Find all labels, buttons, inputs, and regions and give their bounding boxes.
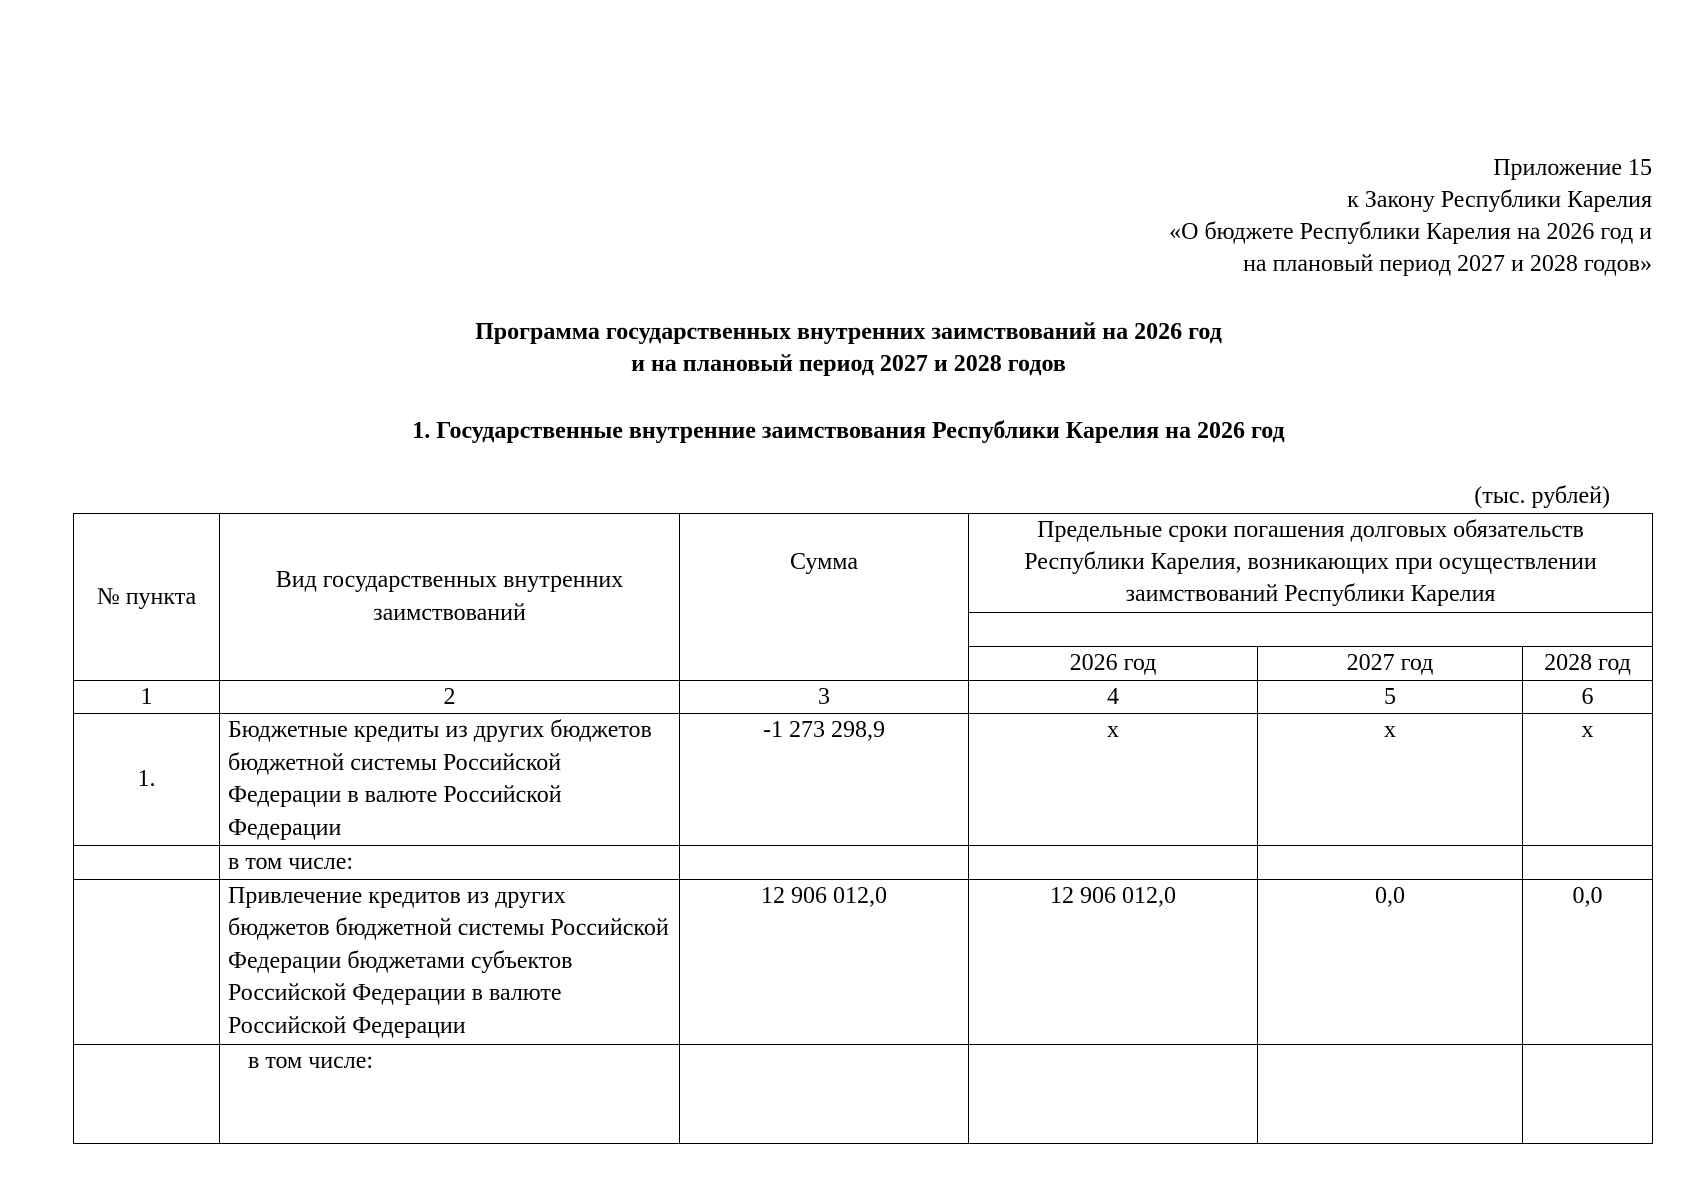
row-item-number: 1. xyxy=(74,714,220,846)
column-number: 4 xyxy=(969,680,1258,714)
column-number: 1 xyxy=(74,680,220,714)
section-title: 1. Государственные внутренние заимствования Республики Карелия на 2026 год xyxy=(412,418,1285,444)
header-item-number: № пункта xyxy=(74,514,220,681)
appendix-law-title: «О бюджете Республики Карелия на 2026 год и xyxy=(1169,219,1652,245)
row-term-2028: х xyxy=(1523,714,1653,846)
column-number: 6 xyxy=(1523,680,1653,714)
header-year-2027: 2027 год xyxy=(1258,647,1523,681)
row-item-number xyxy=(74,879,220,1044)
units-label: (тыс. рублей) xyxy=(1474,483,1610,509)
row-sum: 12 906 012,0 xyxy=(680,879,969,1044)
row-borrowing-type: в том числе: xyxy=(220,1044,680,1143)
row-term-2027 xyxy=(1258,846,1523,880)
table-row xyxy=(74,1044,1653,1143)
column-numbers-row xyxy=(74,680,1653,714)
row-term-2026 xyxy=(969,1044,1258,1143)
row-term-2028 xyxy=(1523,846,1653,880)
row-item-number xyxy=(74,1044,220,1143)
program-title xyxy=(0,316,1697,380)
row-term-2026 xyxy=(969,846,1258,880)
header-year-2026: 2026 год xyxy=(969,647,1258,681)
row-borrowing-type: в том числе: xyxy=(220,846,680,880)
row-term-2028: 0,0 xyxy=(1523,879,1653,1044)
header-empty-row xyxy=(969,613,1653,647)
appendix-law-title-cont: на плановый период 2027 и 2028 годов» xyxy=(1243,251,1652,277)
row-borrowing-type: Привлечение кредитов из других бюджетов бюджетной системы Российской Федерации бюджетами субъектов Российской Федерации в валюте Российской Федерации xyxy=(220,879,680,1044)
row-borrowing-type: Бюджетные кредиты из других бюджетов бюджетной системы Российской Федерации в валюте Российской Федерации xyxy=(220,714,680,846)
row-sum xyxy=(680,846,969,880)
row-item-number xyxy=(74,846,220,880)
row-sum xyxy=(680,1044,969,1143)
row-term-2026: х xyxy=(969,714,1258,846)
row-sum: -1 273 298,9 xyxy=(680,714,969,846)
borrowings-table xyxy=(73,513,1653,1144)
header-repayment-terms: Предельные сроки погашения долговых обязательств Республики Карелия, возникающих при осуществлении заимствований Республики Карелия xyxy=(969,514,1653,613)
program-title-line1: Программа государственных внутренних заимствований на 2026 год xyxy=(475,319,1222,345)
header-year-2028: 2028 год xyxy=(1523,647,1653,681)
table-row xyxy=(74,846,1653,880)
appendix-law: к Закону Республики Карелия xyxy=(1347,187,1652,213)
appendix-number: Приложение 15 xyxy=(1493,155,1652,181)
row-term-2026: 12 906 012,0 xyxy=(969,879,1258,1044)
table-row xyxy=(74,714,1653,846)
header-sum: Сумма xyxy=(680,514,969,681)
column-number: 2 xyxy=(220,680,680,714)
row-term-2027: х xyxy=(1258,714,1523,846)
column-number: 5 xyxy=(1258,680,1523,714)
program-title-line2: и на плановый период 2027 и 2028 годов xyxy=(631,351,1066,377)
row-term-2027 xyxy=(1258,1044,1523,1143)
appendix-reference xyxy=(1169,152,1652,280)
table-row xyxy=(74,879,1653,1044)
header-borrowing-type: Вид государственных внутренних заимствований xyxy=(220,514,680,681)
row-term-2028 xyxy=(1523,1044,1653,1143)
row-term-2027: 0,0 xyxy=(1258,879,1523,1044)
column-number: 3 xyxy=(680,680,969,714)
